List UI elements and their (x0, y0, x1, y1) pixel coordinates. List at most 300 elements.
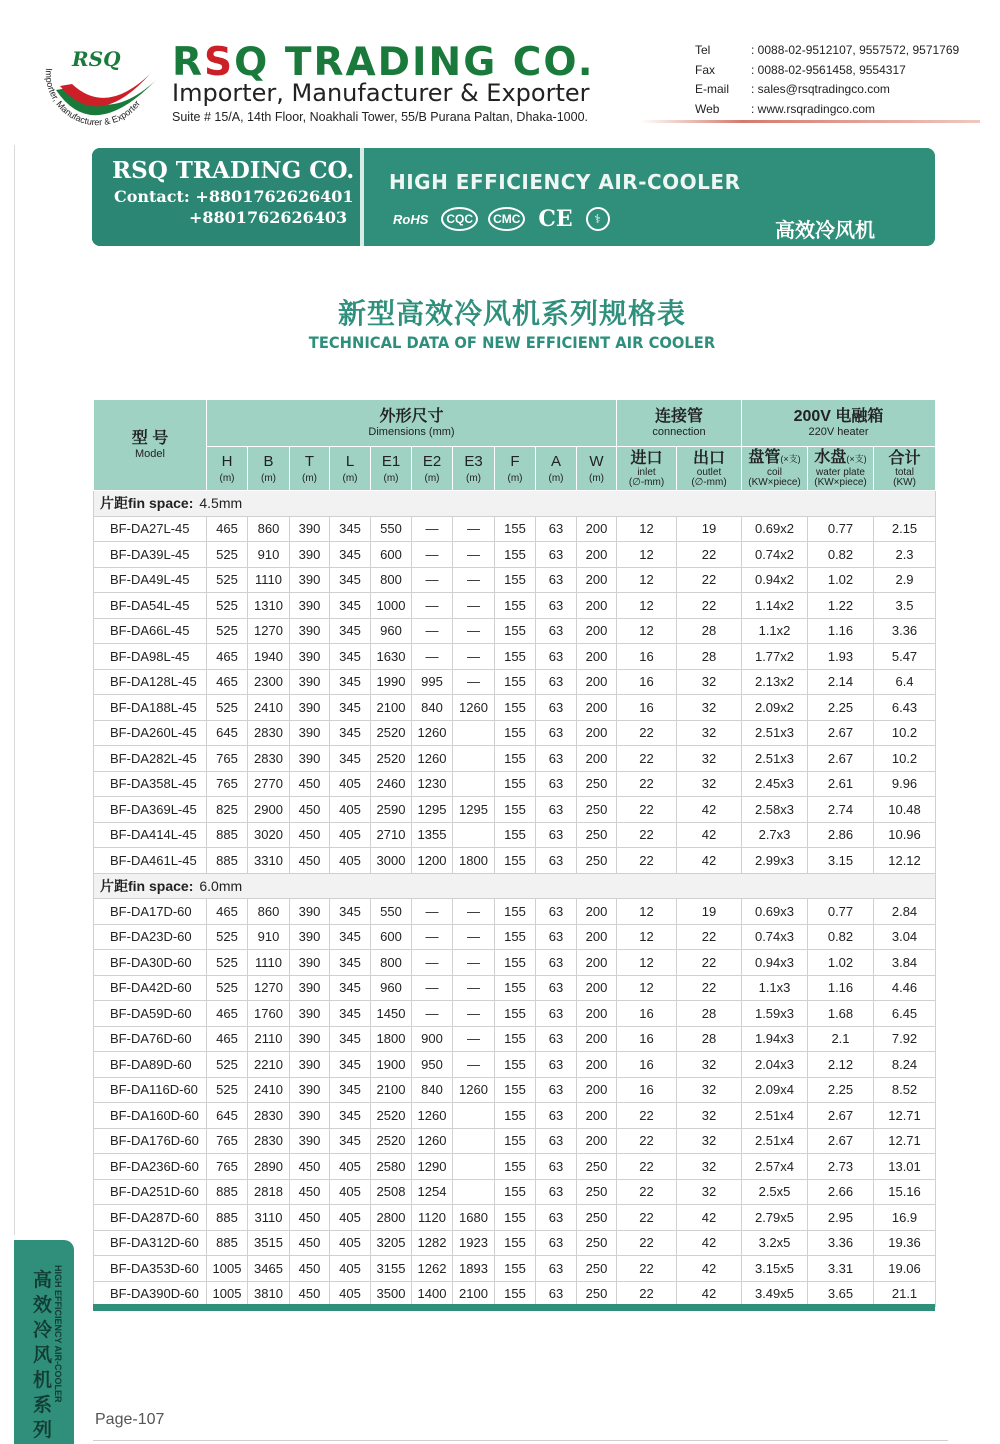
table-cell: 2830 (248, 720, 290, 746)
table-cell: 200 (577, 720, 617, 746)
model-cell: BF-DA353D-60 (94, 1256, 207, 1282)
table-cell: 12 (617, 950, 677, 976)
table-cell: 390 (290, 516, 330, 542)
table-cell: 63 (536, 644, 577, 670)
table-cell: 63 (536, 1052, 577, 1078)
header-divider (640, 120, 980, 123)
table-cell: 390 (290, 746, 330, 772)
table-cell: 465 (207, 669, 248, 695)
table-cell: 22 (617, 797, 677, 823)
table-cell: 12 (617, 542, 677, 568)
table-cell: — (412, 516, 453, 542)
table-cell: 12 (617, 899, 677, 925)
table-cell: 465 (207, 644, 248, 670)
table-row (94, 1179, 936, 1205)
table-cell: 390 (290, 567, 330, 593)
table-cell: 550 (371, 899, 412, 925)
table-cell: 1450 (371, 1001, 412, 1027)
table-cell: 995 (412, 669, 453, 695)
table-cell: 0.69x2 (742, 516, 808, 542)
model-cell: BF-DA39L-45 (94, 542, 207, 568)
table-cell (453, 1128, 495, 1154)
table-cell: 1900 (371, 1052, 412, 1078)
table-cell: 2.99x3 (742, 848, 808, 874)
table-cell: 0.94x3 (742, 950, 808, 976)
col-coil: 盘管(×支) coil (KW×piece) (742, 447, 808, 491)
table-cell: 16 (617, 1026, 677, 1052)
table-cell: 155 (495, 746, 536, 772)
table-cell: 16 (617, 1077, 677, 1103)
table-cell: 155 (495, 1230, 536, 1256)
table-cell: 525 (207, 1077, 248, 1103)
table-cell: 16 (617, 695, 677, 721)
table-cell: 1200 (412, 848, 453, 874)
table-cell: 465 (207, 1026, 248, 1052)
table-cell: 63 (536, 1230, 577, 1256)
table-cell: 155 (495, 1077, 536, 1103)
table-cell: 63 (536, 822, 577, 848)
table-row (94, 542, 936, 568)
table-cell: 450 (290, 1205, 330, 1231)
table-cell: 3.36 (808, 1230, 874, 1256)
table-cell: 450 (290, 848, 330, 874)
table-cell: 8.52 (874, 1077, 936, 1103)
section-header-row (94, 491, 936, 517)
table-cell: 32 (677, 771, 742, 797)
table-cell: 1760 (248, 1001, 290, 1027)
table-cell: 405 (330, 1230, 371, 1256)
table-cell: 32 (677, 746, 742, 772)
table-cell: 200 (577, 618, 617, 644)
ce-logo: CE (538, 206, 573, 232)
table-cell: 3110 (248, 1205, 290, 1231)
table-cell: 3205 (371, 1230, 412, 1256)
spec-table (93, 399, 936, 1307)
table-cell: 390 (290, 1077, 330, 1103)
col-a: A (m) (536, 447, 577, 491)
table-cell: 63 (536, 1077, 577, 1103)
table-cell: 450 (290, 1230, 330, 1256)
table-cell: 22 (677, 975, 742, 1001)
table-row (94, 899, 936, 925)
table-cell: 63 (536, 695, 577, 721)
table-cell: 250 (577, 1205, 617, 1231)
table-cell: 450 (290, 822, 330, 848)
table-cell: 42 (677, 848, 742, 874)
table-cell: 10.48 (874, 797, 936, 823)
table-cell: 22 (677, 924, 742, 950)
banner-divider (360, 148, 364, 246)
table-cell: 2508 (371, 1179, 412, 1205)
table-cell: 390 (290, 899, 330, 925)
table-cell: 960 (371, 975, 412, 1001)
table-cell: 800 (371, 567, 412, 593)
table-cell: 63 (536, 516, 577, 542)
table-cell: 390 (290, 720, 330, 746)
table-cell: 42 (677, 1281, 742, 1307)
table-cell: 155 (495, 618, 536, 644)
table-cell: 2.66 (808, 1179, 874, 1205)
table-cell: 2.13x2 (742, 669, 808, 695)
table-cell: 910 (248, 542, 290, 568)
table-cell: 6.45 (874, 1001, 936, 1027)
col-w: W (m) (577, 447, 617, 491)
cmc-logo: CMC (488, 207, 525, 231)
table-cell: 885 (207, 822, 248, 848)
table-cell: 1630 (371, 644, 412, 670)
table-row (94, 567, 936, 593)
table-cell: 3.65 (808, 1281, 874, 1307)
table-cell: 1295 (412, 797, 453, 823)
table-cell: 390 (290, 950, 330, 976)
table-row (94, 950, 936, 976)
table-cell: 1005 (207, 1281, 248, 1307)
table-cell: 2.14 (808, 669, 874, 695)
table-cell: 155 (495, 593, 536, 619)
table-cell: 63 (536, 567, 577, 593)
table-cell: 155 (495, 924, 536, 950)
table-cell: 390 (290, 1103, 330, 1129)
table-cell: 525 (207, 975, 248, 1001)
table-cell: 1262 (412, 1256, 453, 1282)
table-cell: 2.51x3 (742, 746, 808, 772)
model-cell: BF-DA369L-45 (94, 797, 207, 823)
table-cell: 3.36 (874, 618, 936, 644)
table-title-en: TECHNICAL DATA OF NEW EFFICIENT AIR COOLER (308, 333, 716, 352)
table-cell: 1005 (207, 1256, 248, 1282)
table-cell: 200 (577, 1128, 617, 1154)
table-row (94, 669, 936, 695)
table-cell: 3.49x5 (742, 1281, 808, 1307)
table-cell: 405 (330, 822, 371, 848)
table-cell: 32 (677, 1179, 742, 1205)
model-cell: BF-DA17D-60 (94, 899, 207, 925)
table-cell: 22 (677, 950, 742, 976)
section-header-row (94, 873, 936, 899)
banner-title-cn: 高效冷风机 (775, 218, 875, 242)
table-cell: 1.02 (808, 950, 874, 976)
table-cell: 2.09x2 (742, 695, 808, 721)
table-cell: 390 (290, 542, 330, 568)
fin-space-label: 片距fin space: 6.0mm (94, 873, 936, 899)
table-cell: 2580 (371, 1154, 412, 1180)
table-cell: 390 (290, 669, 330, 695)
product-banner (92, 148, 935, 246)
model-cell: BF-DA312D-60 (94, 1230, 207, 1256)
table-cell: 950 (412, 1052, 453, 1078)
table-cell: 3465 (248, 1256, 290, 1282)
table-cell: 800 (371, 950, 412, 976)
table-cell: 1295 (453, 797, 495, 823)
model-cell: BF-DA128L-45 (94, 669, 207, 695)
table-cell: 765 (207, 771, 248, 797)
table-cell: — (412, 975, 453, 1001)
table-cell: 2.79x5 (742, 1205, 808, 1231)
table-cell: 63 (536, 1281, 577, 1307)
table-cell: 155 (495, 1128, 536, 1154)
table-cell: 2520 (371, 1103, 412, 1129)
table-cell: 405 (330, 771, 371, 797)
table-cell: 405 (330, 848, 371, 874)
table-cell: 250 (577, 771, 617, 797)
table-cell: 12 (617, 593, 677, 619)
table-cell: — (453, 567, 495, 593)
table-cell: 1260 (412, 720, 453, 746)
table-cell: 345 (330, 516, 371, 542)
table-row (94, 1154, 936, 1180)
table-cell: 3.2x5 (742, 1230, 808, 1256)
table-cell: 2900 (248, 797, 290, 823)
rohs-logo: RoHS (393, 211, 429, 227)
table-cell: 345 (330, 1026, 371, 1052)
col-water-plate: 水盘(×支) water plate (KW×piece) (808, 447, 874, 491)
table-cell: 16 (617, 669, 677, 695)
table-cell: 2.45x3 (742, 771, 808, 797)
table-cell: 22 (617, 771, 677, 797)
table-cell: 200 (577, 950, 617, 976)
table-cell: 825 (207, 797, 248, 823)
table-cell: 450 (290, 1256, 330, 1282)
table-row (94, 771, 936, 797)
banner-product-title: HIGH EFFICIENCY AIR-COOLER (389, 170, 741, 194)
table-cell: 450 (290, 1154, 330, 1180)
table-cell: 525 (207, 924, 248, 950)
header-row-groups (94, 400, 936, 447)
table-cell: 200 (577, 644, 617, 670)
table-row (94, 1281, 936, 1307)
table-cell: 1.68 (808, 1001, 874, 1027)
company-address: Suite # 15/A, 14th Floor, Noakhali Tower, 55/B Purana Paltan, Dhaka-1000. (172, 110, 589, 124)
table-cell: — (412, 542, 453, 568)
table-cell: 2.51x4 (742, 1128, 808, 1154)
table-cell: 525 (207, 1052, 248, 1078)
table-cell: 2.58x3 (742, 797, 808, 823)
table-cell: 525 (207, 618, 248, 644)
table-cell: 900 (412, 1026, 453, 1052)
table-cell: 32 (677, 1103, 742, 1129)
table-cell: 345 (330, 1128, 371, 1154)
table-cell: 250 (577, 1281, 617, 1307)
table-cell: 200 (577, 567, 617, 593)
table-cell: 1.02 (808, 567, 874, 593)
table-cell: 1000 (371, 593, 412, 619)
table-cell: 345 (330, 1103, 371, 1129)
table-cell: 22 (617, 848, 677, 874)
table-cell: 155 (495, 771, 536, 797)
col-outlet: 出口 outlet (∅-mm) (677, 447, 742, 491)
table-row (94, 1230, 936, 1256)
table-cell: 63 (536, 618, 577, 644)
banner-contact-2: +8801762626403 (189, 208, 348, 227)
table-cell: 32 (677, 1052, 742, 1078)
table-cell: 250 (577, 1256, 617, 1282)
emblem-logo: ⚕ (586, 207, 610, 231)
table-cell: 2.73 (808, 1154, 874, 1180)
table-cell: 32 (677, 1077, 742, 1103)
table-cell: 2520 (371, 746, 412, 772)
table-cell: 155 (495, 567, 536, 593)
table-row (94, 618, 936, 644)
table-cell: 1230 (412, 771, 453, 797)
model-cell: BF-DA188L-45 (94, 695, 207, 721)
table-cell: 6.4 (874, 669, 936, 695)
table-cell: — (453, 1052, 495, 1078)
table-cell: 155 (495, 950, 536, 976)
table-cell: 15.16 (874, 1179, 936, 1205)
table-cell: 550 (371, 516, 412, 542)
table-cell: 405 (330, 1281, 371, 1307)
table-cell: 1110 (248, 950, 290, 976)
model-cell: BF-DA260L-45 (94, 720, 207, 746)
table-cell: 12.71 (874, 1103, 936, 1129)
table-cell: 63 (536, 720, 577, 746)
table-cell: 63 (536, 797, 577, 823)
col-e1: E1 (m) (371, 447, 412, 491)
table-cell: 765 (207, 1128, 248, 1154)
table-cell: 345 (330, 618, 371, 644)
table-row (94, 797, 936, 823)
banner-company: RSQ TRADING CO. (112, 157, 355, 184)
table-row (94, 975, 936, 1001)
col-e3: E3 (m) (453, 447, 495, 491)
table-cell: 63 (536, 542, 577, 568)
contact-web[interactable]: Web : www.rsqradingco.com (695, 101, 876, 116)
company-logo (38, 40, 163, 135)
model-cell: BF-DA116D-60 (94, 1077, 207, 1103)
table-cell: 0.77 (808, 516, 874, 542)
table-cell: 860 (248, 516, 290, 542)
table-cell: 1.94x3 (742, 1026, 808, 1052)
model-cell: BF-DA390D-60 (94, 1281, 207, 1307)
table-cell: 345 (330, 695, 371, 721)
table-cell (453, 746, 495, 772)
table-cell: — (412, 618, 453, 644)
table-row (94, 1256, 936, 1282)
table-cell: 465 (207, 1001, 248, 1027)
table-cell: 155 (495, 542, 536, 568)
col-f: F (m) (495, 447, 536, 491)
table-cell: 32 (677, 720, 742, 746)
table-cell: 200 (577, 1026, 617, 1052)
table-cell: 250 (577, 797, 617, 823)
table-cell: 155 (495, 1001, 536, 1027)
table-cell: 1270 (248, 975, 290, 1001)
table-cell: 16 (617, 644, 677, 670)
table-cell: 155 (495, 1154, 536, 1180)
table-cell: 10.96 (874, 822, 936, 848)
table-cell: 28 (677, 1001, 742, 1027)
table-cell: 22 (617, 1256, 677, 1282)
table-cell (453, 822, 495, 848)
table-cell: 405 (330, 1179, 371, 1205)
col-inlet: 进口 inlet (∅-mm) (617, 447, 677, 491)
table-cell: 0.77 (808, 899, 874, 925)
contact-block (695, 43, 959, 121)
table-cell: 63 (536, 746, 577, 772)
table-cell: 2100 (371, 695, 412, 721)
table-cell: 2110 (248, 1026, 290, 1052)
table-cell: 2520 (371, 720, 412, 746)
table-cell: 2830 (248, 1103, 290, 1129)
table-cell: 200 (577, 975, 617, 1001)
table-cell: — (453, 950, 495, 976)
table-cell: 63 (536, 593, 577, 619)
table-cell: 390 (290, 1128, 330, 1154)
contact-email[interactable]: E-mail : sales@rsqtradingco.com (695, 82, 890, 96)
table-cell: 12 (617, 516, 677, 542)
table-cell: 12 (617, 567, 677, 593)
table-cell: 250 (577, 822, 617, 848)
table-cell: 2.1 (808, 1026, 874, 1052)
table-cell: 22 (617, 746, 677, 772)
table-cell: 1260 (453, 695, 495, 721)
table-row (94, 746, 936, 772)
table-cell: 250 (577, 1154, 617, 1180)
table-cell: 2.84 (874, 899, 936, 925)
table-cell: 2410 (248, 695, 290, 721)
table-cell: 6.43 (874, 695, 936, 721)
table-cell: — (412, 950, 453, 976)
table-row (94, 1103, 936, 1129)
table-cell: 63 (536, 1205, 577, 1231)
table-cell: 200 (577, 746, 617, 772)
table-cell: 200 (577, 1103, 617, 1129)
table-cell: 10.2 (874, 746, 936, 772)
table-cell: — (453, 1001, 495, 1027)
table-cell: 200 (577, 1077, 617, 1103)
table-cell: 600 (371, 542, 412, 568)
table-cell: 22 (617, 1179, 677, 1205)
table-cell: 63 (536, 1179, 577, 1205)
table-cell: 390 (290, 1001, 330, 1027)
table-row (94, 1077, 936, 1103)
table-cell: 200 (577, 899, 617, 925)
table-cell: 2.95 (808, 1205, 874, 1231)
table-row (94, 822, 936, 848)
table-cell: 2520 (371, 1128, 412, 1154)
table-cell: 63 (536, 950, 577, 976)
model-cell: BF-DA59D-60 (94, 1001, 207, 1027)
col-b: B (m) (248, 447, 290, 491)
table-cell: 3.15x5 (742, 1256, 808, 1282)
table-cell: 2.67 (808, 1103, 874, 1129)
table-cell: 63 (536, 1001, 577, 1027)
table-cell: 7.92 (874, 1026, 936, 1052)
table-row (94, 1052, 936, 1078)
table-row (94, 1205, 936, 1231)
table-cell: 4.46 (874, 975, 936, 1001)
table-cell: 2.15 (874, 516, 936, 542)
table-cell: 12.12 (874, 848, 936, 874)
table-cell (453, 1154, 495, 1180)
table-cell: 3.84 (874, 950, 936, 976)
table-cell: 1260 (412, 1128, 453, 1154)
table-cell: 1120 (412, 1205, 453, 1231)
table-cell: 1.1x2 (742, 618, 808, 644)
table-row (94, 720, 936, 746)
table-cell: — (412, 1001, 453, 1027)
table-cell: 2460 (371, 771, 412, 797)
table-cell: 2590 (371, 797, 412, 823)
table-cell: 42 (677, 1205, 742, 1231)
table-cell: 345 (330, 950, 371, 976)
table-cell: 16.9 (874, 1205, 936, 1231)
table-row (94, 516, 936, 542)
model-cell: BF-DA23D-60 (94, 924, 207, 950)
table-cell: 1355 (412, 822, 453, 848)
table-cell: 465 (207, 516, 248, 542)
table-row (94, 1128, 936, 1154)
